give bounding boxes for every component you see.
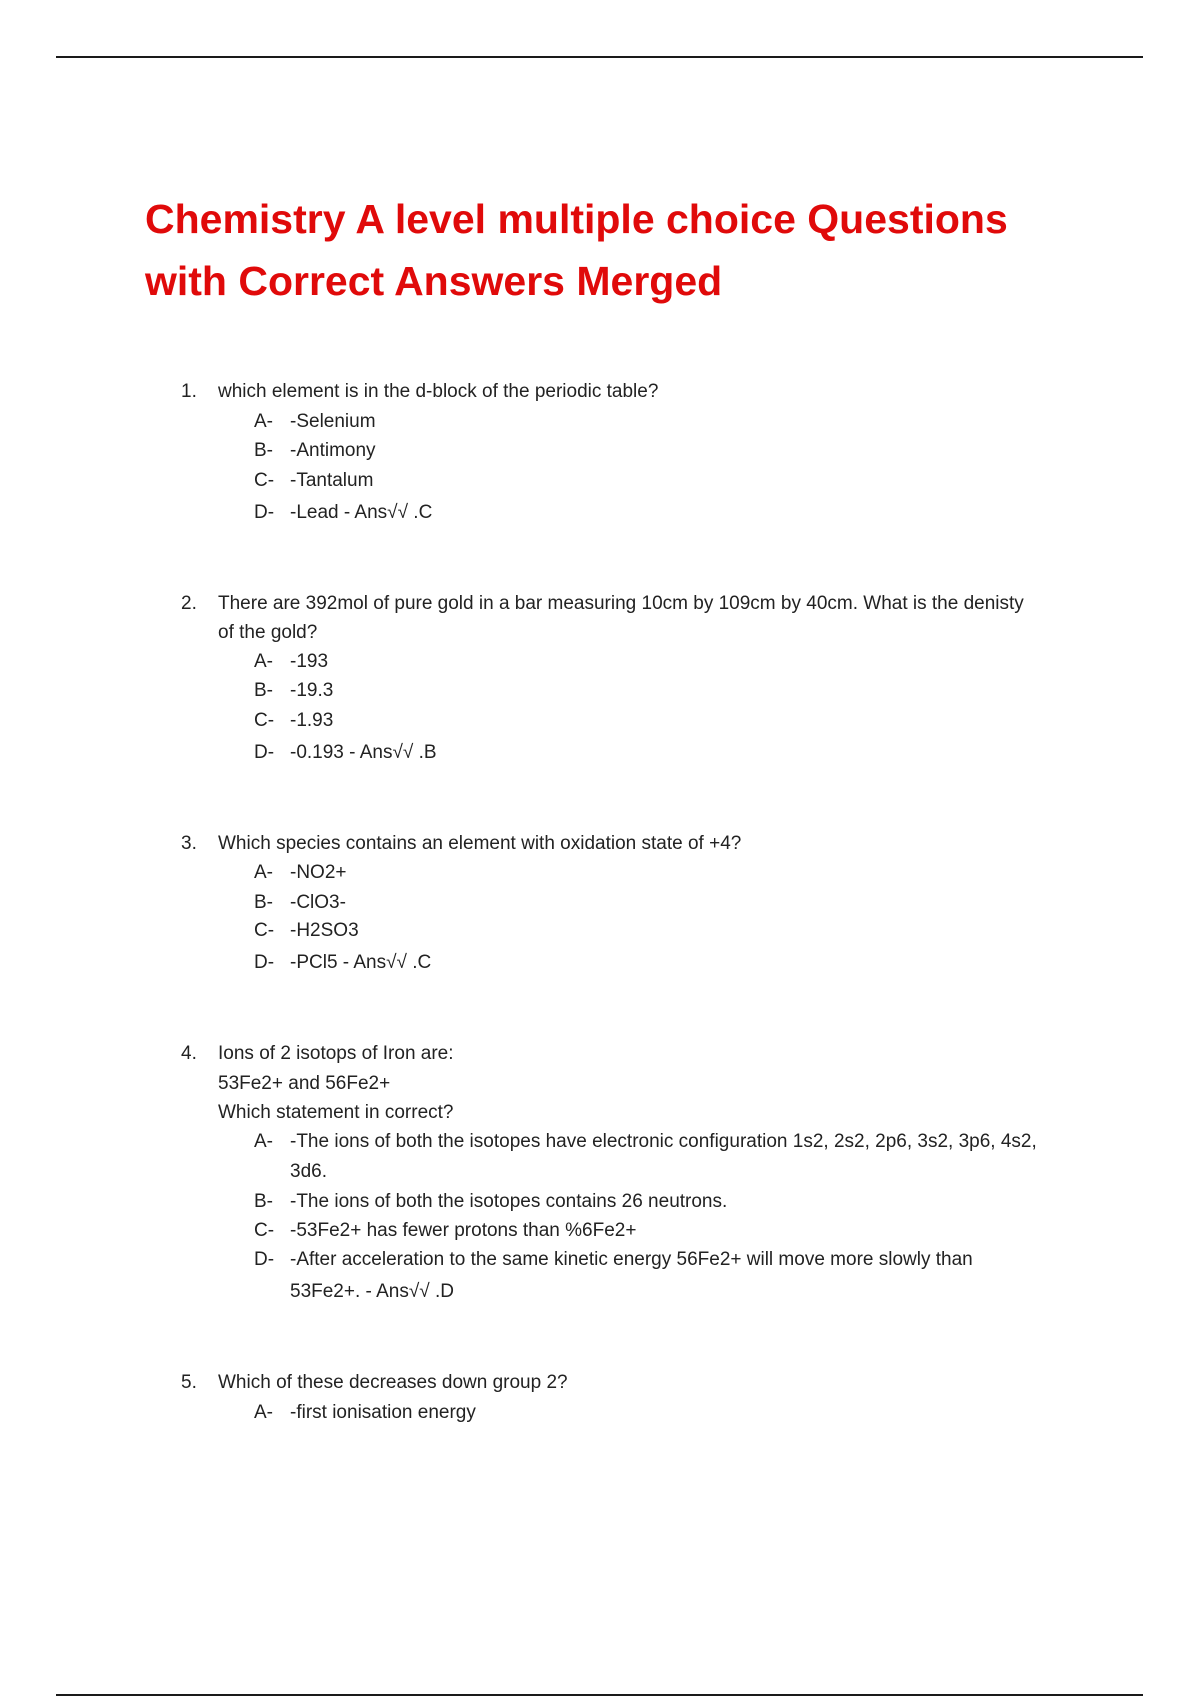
question-number: 3. — [181, 833, 197, 854]
question-text: Which species contains an element with oxidation state of +4? — [218, 833, 742, 854]
option-text: -Lead - Ans√√ .C — [290, 502, 433, 523]
title-line-2: with Correct Answers Merged — [145, 258, 723, 304]
option-text: -Antimony — [290, 440, 376, 461]
option-text: -After acceleration to the same kinetic energy 56Fe2+ will move more slowly than — [290, 1249, 973, 1270]
question-text: There are 392mol of pure gold in a bar measuring 10cm by 109cm by 40cm. What is the denisty — [218, 593, 1024, 614]
option-a — [254, 862, 347, 884]
option-b — [254, 892, 346, 914]
option-c — [254, 710, 333, 732]
option-text: -PCl5 - Ans√√ .C — [290, 952, 432, 973]
option-b — [254, 680, 333, 702]
option-c — [254, 470, 373, 492]
question-text: Which statement in correct? — [218, 1102, 454, 1123]
option-c — [254, 1220, 636, 1242]
option-d — [254, 952, 431, 974]
question-number: 2. — [181, 593, 197, 614]
option-letter: A- — [254, 862, 273, 883]
option-text: -NO2+ — [290, 862, 347, 883]
option-c — [254, 920, 359, 942]
option-letter: D- — [254, 952, 275, 973]
option-letter: D- — [254, 1249, 275, 1270]
option-letter: B- — [254, 680, 273, 701]
option-text: -193 — [290, 651, 329, 672]
option-letter: C- — [254, 1220, 275, 1241]
option-letter: C- — [254, 710, 275, 731]
option-letter: B- — [254, 1191, 273, 1212]
option-text: -Selenium — [290, 411, 376, 432]
option-text: -H2SO3 — [290, 920, 359, 941]
option-a — [254, 651, 328, 673]
option-b — [254, 1191, 727, 1213]
option-letter: B- — [254, 892, 273, 913]
bottom-rule — [56, 1694, 1143, 1696]
question-number: 1. — [181, 381, 197, 402]
question-text: Which of these decreases down group 2? — [218, 1372, 568, 1393]
option-text: -19.3 — [290, 680, 334, 701]
question-text: which element is in the d-block of the periodic table? — [218, 381, 659, 402]
top-rule — [56, 56, 1143, 58]
option-a-continued: 3d6. — [290, 1161, 327, 1182]
document-title — [145, 188, 1105, 312]
option-text: -The ions of both the isotopes have electronic configuration 1s2, 2s2, 2p6, 3s2, 3p6, 4s2, — [290, 1131, 1037, 1152]
question-number: 5. — [181, 1372, 197, 1393]
option-letter: D- — [254, 502, 275, 523]
option-letter: A- — [254, 411, 273, 432]
option-d — [254, 1249, 973, 1271]
option-text: -53Fe2+ has fewer protons than %6Fe2+ — [290, 1220, 637, 1241]
option-letter: C- — [254, 920, 275, 941]
option-letter: A- — [254, 1131, 273, 1152]
option-letter: C- — [254, 470, 275, 491]
option-text: -first ionisation energy — [290, 1402, 476, 1423]
option-letter: A- — [254, 1402, 273, 1423]
question-text: of the gold? — [218, 622, 318, 643]
option-text: -0.193 - Ans√√ .B — [290, 742, 437, 763]
question-number: 4. — [181, 1043, 197, 1064]
option-letter: D- — [254, 742, 275, 763]
option-text: -The ions of both the isotopes contains 26 neutrons. — [290, 1191, 728, 1212]
option-a — [254, 411, 376, 433]
option-a — [254, 1131, 1037, 1153]
option-text: -Tantalum — [290, 470, 374, 491]
option-letter: B- — [254, 440, 273, 461]
option-d — [254, 502, 432, 524]
option-b — [254, 440, 376, 462]
option-text: -1.93 — [290, 710, 334, 731]
question-text: Ions of 2 isotops of Iron are: — [218, 1043, 454, 1064]
option-d — [254, 742, 437, 764]
option-d-continued: 53Fe2+. - Ans√√ .D — [290, 1281, 454, 1302]
option-text: -ClO3- — [290, 892, 346, 913]
option-a — [254, 1402, 476, 1424]
question-text: 53Fe2+ and 56Fe2+ — [218, 1073, 391, 1094]
title-line-1: Chemistry A level multiple choice Questions — [145, 196, 1008, 242]
option-letter: A- — [254, 651, 273, 672]
